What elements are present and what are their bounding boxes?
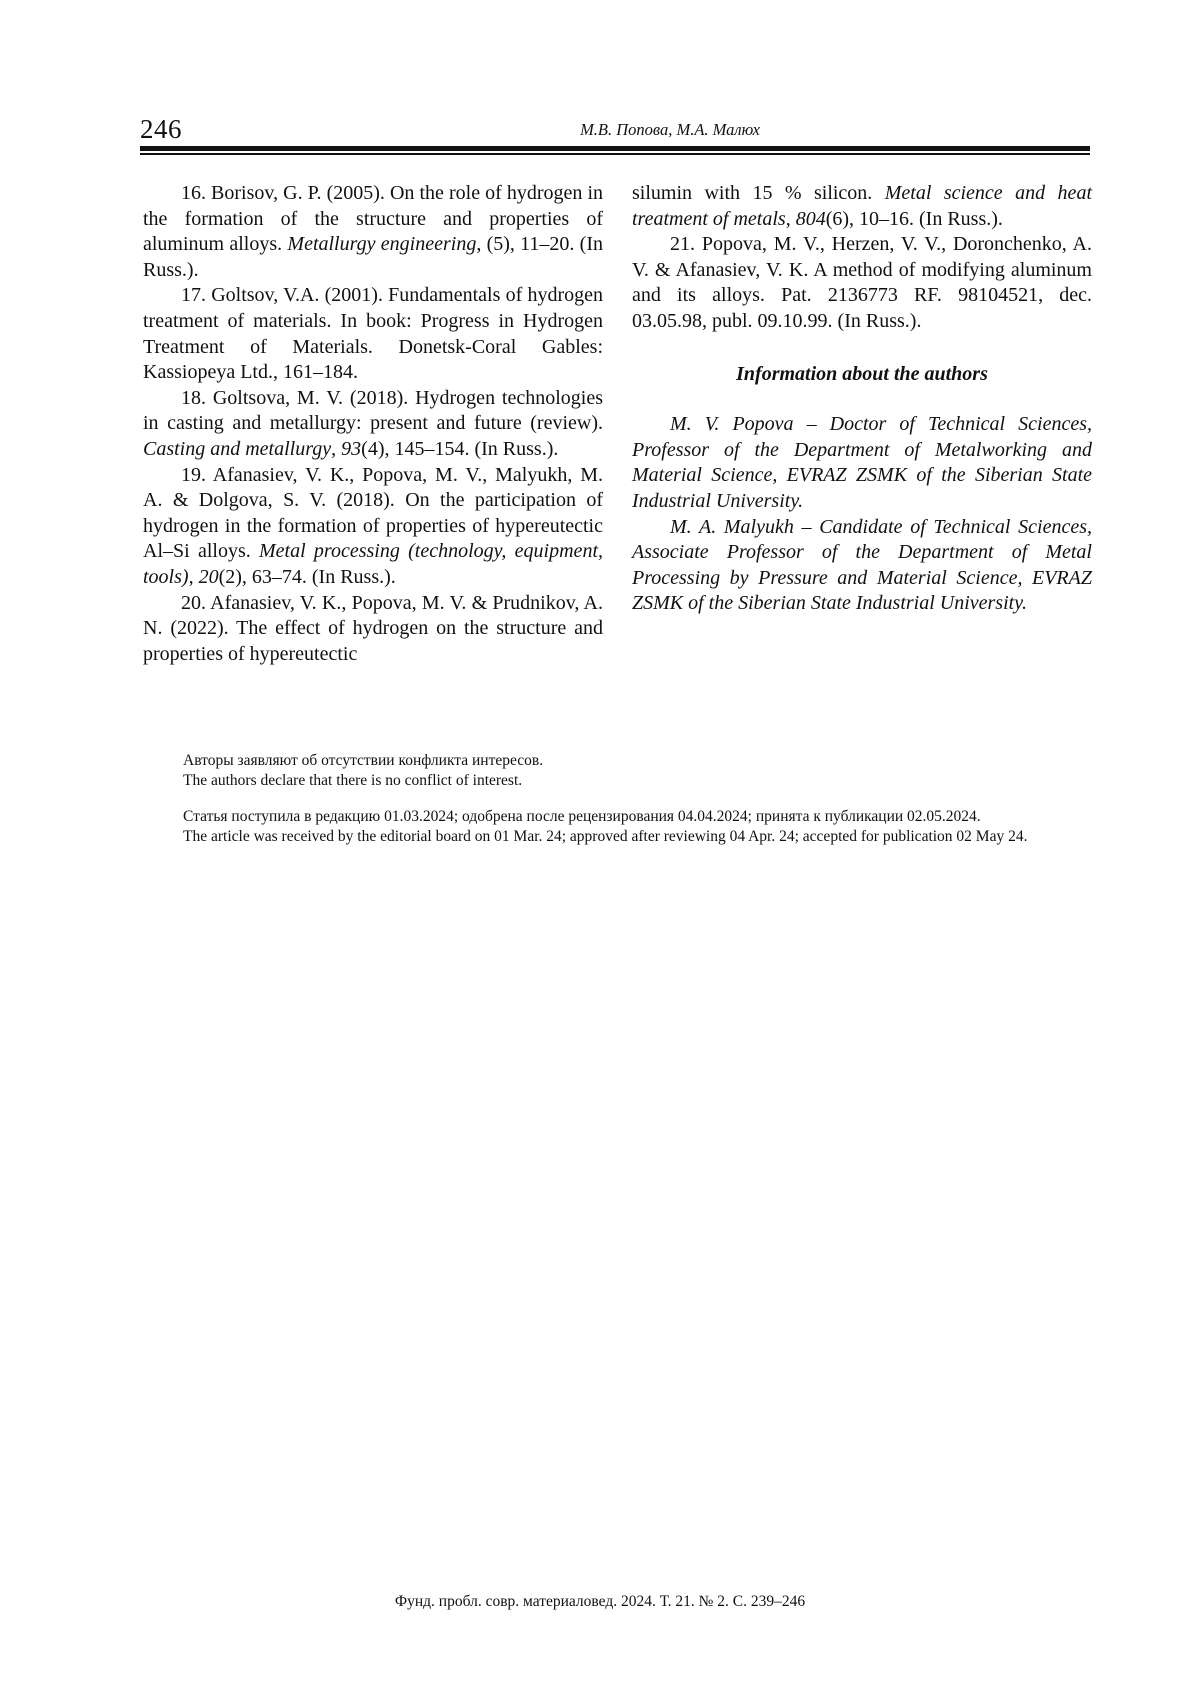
author-info-popova: M. V. Popova – Doctor of Technical Sciences, Professor of the Department of Metalworking and Material Science, EVRAZ ZSMK of the Siberian State Industrial University.: [632, 413, 1092, 512]
conflict-of-interest: [143, 751, 1090, 790]
journal-citation-footer: Фунд. пробл. совр. материаловед. 2024. Т. 21. № 2. С. 239–246: [394, 1593, 806, 1610]
article-history-en: The article was received by the editorial board on 01 Mar. 24; approved after reviewing 04 Apr. 24; accepted for publication 02 May 24.: [183, 827, 1028, 845]
header-rule-thick: [140, 146, 1090, 151]
article-history: [143, 807, 1090, 846]
page-number: 246: [140, 114, 182, 144]
authors-info-heading: Information about the authors: [736, 362, 988, 385]
conflict-statement-en: The authors declare that there is no conflict of interest.: [183, 771, 523, 789]
authors-info: [632, 412, 1092, 617]
reference-17: 17. Goltsov, V.A. (2001). Fundamentals of hydrogen treatment of materials. In book: Progress in Hydrogen Treatment of Materials. Donetsk-Coral Gables: Kassiopeya Ltd., 161–184.: [143, 284, 603, 384]
article-history-ru: Статья поступила в редакцию 01.03.2024; одобрена после рецензирования 04.04.2024; принята к публикации 02.05.2024.: [183, 808, 981, 825]
header-rule-thin: [140, 153, 1090, 155]
conflict-statement-ru: Авторы заявляют об отсутствии конфликта интересов.: [183, 752, 544, 769]
reference-19: 19. Afanasiev, V. K., Popova, M. V., Malyukh, M. A. & Dolgova, S. V. (2018). On the participation of hydrogen in the formation of properties of hypereutectic Al–Si alloys. Metal processing (technology, equipment, tools), 20(2), 63–74. (In Russ.).: [143, 463, 603, 588]
right-column: [632, 181, 1092, 617]
reference-16: 16. Borisov, G. P. (2005). On the role of hydrogen in the formation of the structure and properties of aluminum alloys. Metallurgy engineering, (5), 11–20. (In Russ.).: [143, 182, 603, 281]
running-title-authors: М.В. Попова, М.А. Малюх: [580, 120, 760, 139]
left-column: [143, 181, 603, 667]
reference-20: 20. Afanasiev, V. K., Popova, M. V. & Prudnikov, A. N. (2022). The effect of hydrogen on the structure and properties of hypereutectic: [143, 591, 603, 665]
reference-20-continued: silumin with 15 % silicon. Metal science and heat treatment of metals, 804(6), 10–16. (In Russ.).: [632, 182, 1092, 230]
reference-21: 21. Popova, M. V., Herzen, V. V., Doronchenko, A. V. & Afanasiev, V. K. A method of modifying aluminum and its alloys. Pat. 2136773 RF. 98104521, dec. 03.05.98, publ. 09.10.99. (In Russ.).: [632, 233, 1092, 332]
author-info-malyukh: M. A. Malyukh – Candidate of Technical Sciences, Associate Professor of the Department of Metal Processing by Pressure and Material Science, EVRAZ ZSMK of the Siberian State Industrial University.: [632, 515, 1092, 615]
reference-18: 18. Goltsova, M. V. (2018). Hydrogen technologies in casting and metallurgy: present and future (review). Casting and metallurgy, 93(4), 145–154. (In Russ.).: [143, 386, 603, 460]
